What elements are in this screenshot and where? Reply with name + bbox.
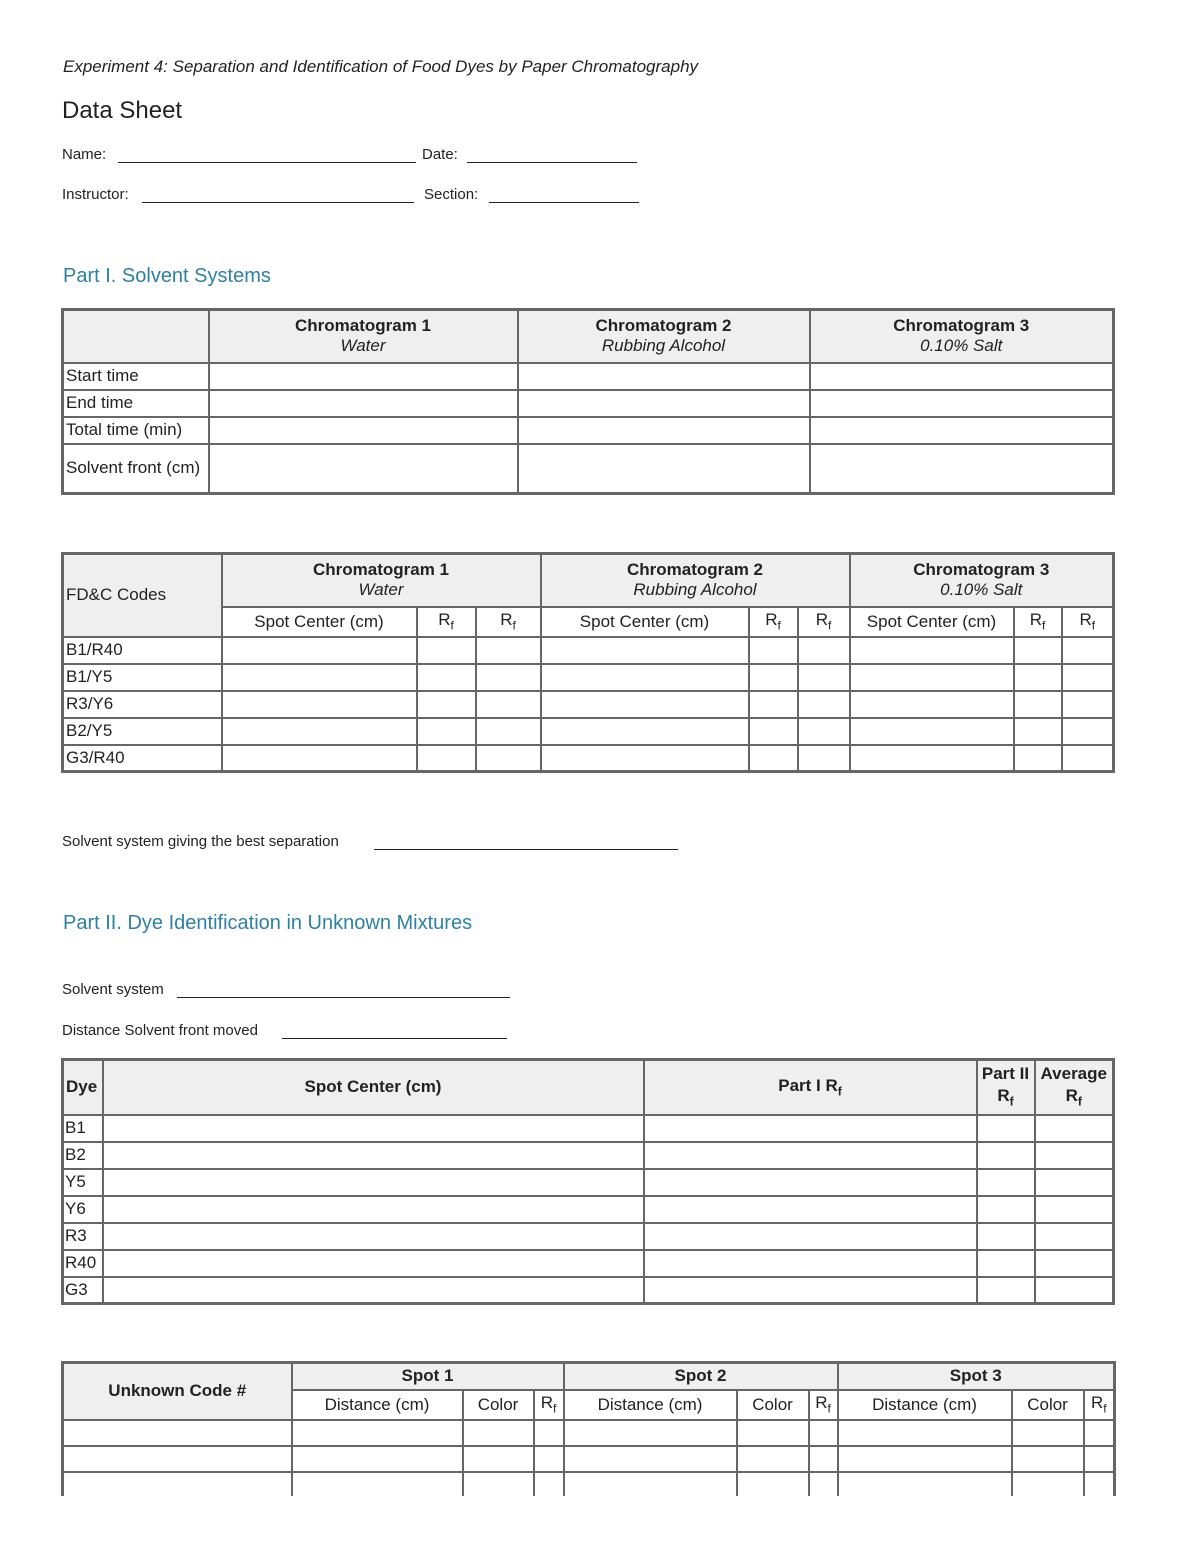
- cell-input[interactable]: [1012, 1420, 1084, 1446]
- empty-corner: [63, 310, 209, 363]
- solvent-system-label: Solvent system: [62, 981, 164, 998]
- cell-input[interactable]: [644, 1277, 977, 1304]
- rf-header: $R_f$: [809, 1390, 838, 1420]
- cell-input[interactable]: [103, 1223, 644, 1250]
- unknown-code-header: Unknown Code #: [63, 1363, 292, 1420]
- cell-input[interactable]: [644, 1142, 977, 1169]
- cell-input[interactable]: [977, 1250, 1035, 1277]
- cell-input[interactable]: [850, 691, 1014, 718]
- cell-input[interactable]: [518, 417, 810, 444]
- cell-input[interactable]: [1014, 745, 1062, 772]
- cell-input[interactable]: [63, 1446, 292, 1472]
- cell-input[interactable]: [222, 664, 417, 691]
- cell-input[interactable]: [463, 1420, 534, 1446]
- cell-input[interactable]: [644, 1250, 977, 1277]
- cell-input[interactable]: [222, 745, 417, 772]
- code-label: G3/R40: [63, 745, 222, 772]
- cell-input[interactable]: [222, 691, 417, 718]
- cell-input[interactable]: [103, 1250, 644, 1277]
- row-label: Start time: [63, 363, 209, 390]
- cell-input[interactable]: [749, 664, 798, 691]
- cell-input[interactable]: [1084, 1472, 1115, 1496]
- cell-input[interactable]: [1035, 1115, 1114, 1142]
- cell-input[interactable]: [1035, 1142, 1114, 1169]
- fdc-codes-header: FD&C Codes: [63, 554, 222, 637]
- cell-input[interactable]: [737, 1446, 809, 1472]
- cell-input[interactable]: [1035, 1169, 1114, 1196]
- solvent-time-table: [61, 308, 1115, 495]
- cell-input[interactable]: [977, 1169, 1035, 1196]
- cell-input[interactable]: [541, 745, 749, 772]
- cell-input[interactable]: [564, 1472, 737, 1496]
- date-field[interactable]: [467, 162, 637, 163]
- dye-label: B2: [63, 1142, 103, 1169]
- cell-input[interactable]: [1084, 1446, 1115, 1472]
- cell-input[interactable]: [292, 1420, 463, 1446]
- cell-input[interactable]: [103, 1196, 644, 1223]
- cell-input[interactable]: [1012, 1446, 1084, 1472]
- cell-input[interactable]: [810, 390, 1114, 417]
- cell-input[interactable]: [103, 1169, 644, 1196]
- cell-input[interactable]: [1035, 1223, 1114, 1250]
- cell-input[interactable]: [463, 1446, 534, 1472]
- cell-input[interactable]: [209, 363, 518, 390]
- dye-header: Dye: [63, 1060, 103, 1115]
- cell-input[interactable]: [1035, 1196, 1114, 1223]
- cell-input[interactable]: [518, 390, 810, 417]
- cell-input[interactable]: [1062, 745, 1114, 772]
- dye-table: [61, 1058, 1115, 1305]
- solvent-system-field[interactable]: [177, 997, 510, 998]
- date-label: Date:: [422, 146, 458, 163]
- cell-input[interactable]: [541, 691, 749, 718]
- table-row: [63, 444, 1114, 494]
- cell-input[interactable]: [798, 637, 850, 664]
- cell-input[interactable]: [534, 1420, 564, 1446]
- table-row: [63, 718, 1114, 745]
- table-row: [63, 1223, 1114, 1250]
- cell-input[interactable]: [749, 718, 798, 745]
- color-header: Color: [737, 1390, 809, 1420]
- cell-input[interactable]: [838, 1446, 1012, 1472]
- row-label: End time: [63, 390, 209, 417]
- cell-input[interactable]: [222, 637, 417, 664]
- cell-input[interactable]: [737, 1472, 809, 1496]
- chromatogram-1-header: Chromatogram 1 Water: [209, 310, 518, 363]
- cell-input[interactable]: [798, 691, 850, 718]
- cell-input[interactable]: [209, 444, 518, 494]
- cell-input[interactable]: [1035, 1277, 1114, 1304]
- spot-center-header: Spot Center (cm): [222, 607, 417, 637]
- cell-input[interactable]: [749, 691, 798, 718]
- table-row: [63, 1142, 1114, 1169]
- table-row: [63, 1250, 1114, 1277]
- best-separation-label: Solvent system giving the best separation: [62, 833, 339, 850]
- table-row: [63, 1169, 1114, 1196]
- cell-input[interactable]: [798, 718, 850, 745]
- cell-input[interactable]: [476, 718, 541, 745]
- cell-input[interactable]: [977, 1115, 1035, 1142]
- section-field[interactable]: [489, 202, 639, 203]
- cell-input[interactable]: [1014, 718, 1062, 745]
- dye-label: R3: [63, 1223, 103, 1250]
- chromatogram-3-header: Chromatogram 3 0.10% Salt: [850, 554, 1114, 607]
- cell-input[interactable]: [292, 1472, 463, 1496]
- table-row: [63, 417, 1114, 444]
- distance-field[interactable]: [282, 1038, 507, 1039]
- experiment-title: Experiment 4: Separation and Identification of Food Dyes by Paper Chromatography: [63, 57, 699, 76]
- cell-input[interactable]: [644, 1196, 977, 1223]
- cell-input[interactable]: [476, 664, 541, 691]
- cell-input[interactable]: [541, 718, 749, 745]
- table-row: [63, 1277, 1114, 1304]
- cell-input[interactable]: [518, 363, 810, 390]
- rf-header: $R_f$: [749, 607, 798, 637]
- cell-input[interactable]: [850, 637, 1014, 664]
- cell-input[interactable]: [809, 1446, 838, 1472]
- dye-label: G3: [63, 1277, 103, 1304]
- cell-input[interactable]: [1014, 691, 1062, 718]
- cell-input[interactable]: [737, 1420, 809, 1446]
- cell-input[interactable]: [476, 637, 541, 664]
- cell-input[interactable]: [798, 664, 850, 691]
- name-field[interactable]: [118, 162, 416, 163]
- cell-input[interactable]: [292, 1446, 463, 1472]
- section-label: Section:: [424, 186, 479, 203]
- average-rf-header: Average $R_f$: [1035, 1060, 1114, 1115]
- part2-rf-header: Part II $R_f$: [977, 1060, 1035, 1115]
- rf-header: $R_f$: [534, 1390, 564, 1420]
- part1-heading: Part I. Solvent Systems: [63, 265, 271, 287]
- cell-input[interactable]: [850, 664, 1014, 691]
- cell-input[interactable]: [518, 444, 810, 494]
- code-label: B1/R40: [63, 637, 222, 664]
- row-label: Total time (min): [63, 417, 209, 444]
- cell-input[interactable]: [463, 1472, 534, 1496]
- table-row: [63, 691, 1114, 718]
- cell-input[interactable]: [1062, 637, 1114, 664]
- rf-header: $R_f$: [798, 607, 850, 637]
- cell-input[interactable]: [534, 1472, 564, 1496]
- cell-input[interactable]: [838, 1420, 1012, 1446]
- cell-input[interactable]: [417, 664, 476, 691]
- rf-header: $R_f$: [1084, 1390, 1115, 1420]
- dye-label: R40: [63, 1250, 103, 1277]
- cell-input[interactable]: [534, 1446, 564, 1472]
- cell-input[interactable]: [541, 664, 749, 691]
- color-header: Color: [1012, 1390, 1084, 1420]
- unknown-table: [61, 1361, 1116, 1496]
- cell-input[interactable]: [541, 637, 749, 664]
- distance-header: Distance (cm): [564, 1390, 737, 1420]
- table-row: [63, 1420, 1115, 1446]
- cell-input[interactable]: [209, 390, 518, 417]
- distance-header: Distance (cm): [292, 1390, 463, 1420]
- cell-input[interactable]: [977, 1277, 1035, 1304]
- cell-input[interactable]: [809, 1472, 838, 1496]
- cell-input[interactable]: [103, 1115, 644, 1142]
- best-separation-field[interactable]: [374, 849, 678, 850]
- spot-center-header: Spot Center (cm): [103, 1060, 644, 1115]
- rf-header: $R_f$: [1014, 607, 1062, 637]
- cell-input[interactable]: [850, 718, 1014, 745]
- distance-label: Distance Solvent front moved: [62, 1022, 258, 1039]
- cell-input[interactable]: [644, 1223, 977, 1250]
- cell-input[interactable]: [417, 745, 476, 772]
- part2-heading: Part II. Dye Identification in Unknown Mixtures: [63, 912, 473, 934]
- name-label: Name:: [62, 146, 107, 163]
- code-label: B2/Y5: [63, 718, 222, 745]
- cell-input[interactable]: [1035, 1250, 1114, 1277]
- cell-input[interactable]: [977, 1142, 1035, 1169]
- cell-input[interactable]: [476, 745, 541, 772]
- spot-1-header: Spot 1: [292, 1363, 564, 1390]
- cell-input[interactable]: [1012, 1472, 1084, 1496]
- dye-label: B1: [63, 1115, 103, 1142]
- chromatogram-2-header: Chromatogram 2 Rubbing Alcohol: [541, 554, 850, 607]
- cell-input[interactable]: [1062, 664, 1114, 691]
- cell-input[interactable]: [1014, 637, 1062, 664]
- cell-input[interactable]: [476, 691, 541, 718]
- cell-input[interactable]: [63, 1420, 292, 1446]
- code-label: B1/Y5: [63, 664, 222, 691]
- cell-input[interactable]: [1062, 691, 1114, 718]
- cell-input[interactable]: [977, 1223, 1035, 1250]
- table-row: [63, 1196, 1114, 1223]
- row-label: Solvent front (cm): [63, 444, 209, 494]
- cell-input[interactable]: [810, 444, 1114, 494]
- code-label: R3/Y6: [63, 691, 222, 718]
- table-row: [63, 745, 1114, 772]
- fdc-codes-table: [61, 552, 1115, 773]
- table-row: [63, 363, 1114, 390]
- cell-input[interactable]: [103, 1277, 644, 1304]
- spot-3-header: Spot 3: [838, 1363, 1115, 1390]
- rf-header: $R_f$: [476, 607, 541, 637]
- cell-input[interactable]: [810, 417, 1114, 444]
- spot-center-header: Spot Center (cm): [541, 607, 749, 637]
- cell-input[interactable]: [977, 1196, 1035, 1223]
- cell-input[interactable]: [564, 1420, 737, 1446]
- cell-input[interactable]: [417, 691, 476, 718]
- cell-input[interactable]: [749, 637, 798, 664]
- chromatogram-3-header: Chromatogram 3 0.10% Salt: [810, 310, 1114, 363]
- chromatogram-1-header: Chromatogram 1 Water: [222, 554, 541, 607]
- cell-input[interactable]: [850, 745, 1014, 772]
- instructor-label: Instructor:: [62, 186, 129, 203]
- cell-input[interactable]: [63, 1472, 292, 1496]
- distance-header: Distance (cm): [838, 1390, 1012, 1420]
- cell-input[interactable]: [838, 1472, 1012, 1496]
- page-title: Data Sheet: [62, 97, 183, 124]
- cell-input[interactable]: [644, 1169, 977, 1196]
- table-row: [63, 1472, 1115, 1496]
- rf-header: $R_f$: [417, 607, 476, 637]
- cell-input[interactable]: [103, 1142, 644, 1169]
- table-row: [63, 1115, 1114, 1142]
- table-row: [63, 637, 1114, 664]
- part1-rf-header: Part I $R_f$: [644, 1060, 977, 1115]
- cell-input[interactable]: [798, 745, 850, 772]
- rf-header: $R_f$: [1062, 607, 1114, 637]
- dye-label: Y6: [63, 1196, 103, 1223]
- cell-input[interactable]: [809, 1420, 838, 1446]
- dye-label: Y5: [63, 1169, 103, 1196]
- spot-2-header: Spot 2: [564, 1363, 838, 1390]
- cell-input[interactable]: [222, 718, 417, 745]
- cell-input[interactable]: [209, 417, 518, 444]
- cell-input[interactable]: [417, 718, 476, 745]
- cell-input[interactable]: [810, 363, 1114, 390]
- instructor-field[interactable]: [142, 202, 414, 203]
- table-row: [63, 1446, 1115, 1472]
- cell-input[interactable]: [1062, 718, 1114, 745]
- color-header: Color: [463, 1390, 534, 1420]
- table-row: [63, 390, 1114, 417]
- spot-center-header: Spot Center (cm): [850, 607, 1014, 637]
- chromatogram-2-header: Chromatogram 2 Rubbing Alcohol: [518, 310, 810, 363]
- cell-input[interactable]: [417, 637, 476, 664]
- cell-input[interactable]: [749, 745, 798, 772]
- cell-input[interactable]: [1014, 664, 1062, 691]
- cell-input[interactable]: [1084, 1420, 1115, 1446]
- table-row: [63, 664, 1114, 691]
- cell-input[interactable]: [564, 1446, 737, 1472]
- cell-input[interactable]: [644, 1115, 977, 1142]
